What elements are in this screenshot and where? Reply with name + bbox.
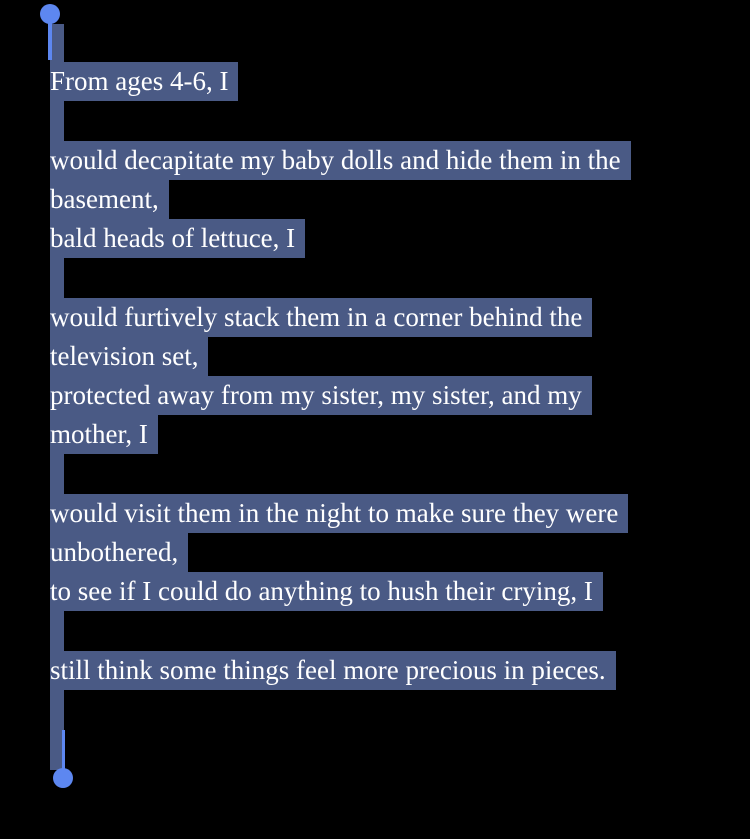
poem-line: protected away from my sister, my sister, and my [50,376,592,415]
poem-line: to see if I could do anything to hush their crying, I [50,572,603,611]
poem-line: unbothered, [50,533,188,572]
poem-line: bald heads of lettuce, I [50,219,305,258]
poem-line: still think some things feel more precious in pieces. [50,651,616,690]
poem-blank-line [50,258,64,297]
poem-line: would decapitate my baby dolls and hide them in the [50,141,631,180]
selection-start-handle-stem[interactable] [48,20,52,60]
poem-line: would furtively stack them in a corner behind the [50,298,592,337]
poem-line: mother, I [50,415,158,454]
poem-blank-line [50,454,64,493]
poem-line: basement, [50,180,169,219]
poem-line: From ages 4-6, I [50,62,238,101]
selection-end-handle-icon[interactable] [53,768,73,788]
poem-line: would visit them in the night to make sure they were [50,494,628,533]
poem-blank-line [50,101,64,140]
poem-blank-line [50,611,64,650]
poem-line: television set, [50,337,208,376]
